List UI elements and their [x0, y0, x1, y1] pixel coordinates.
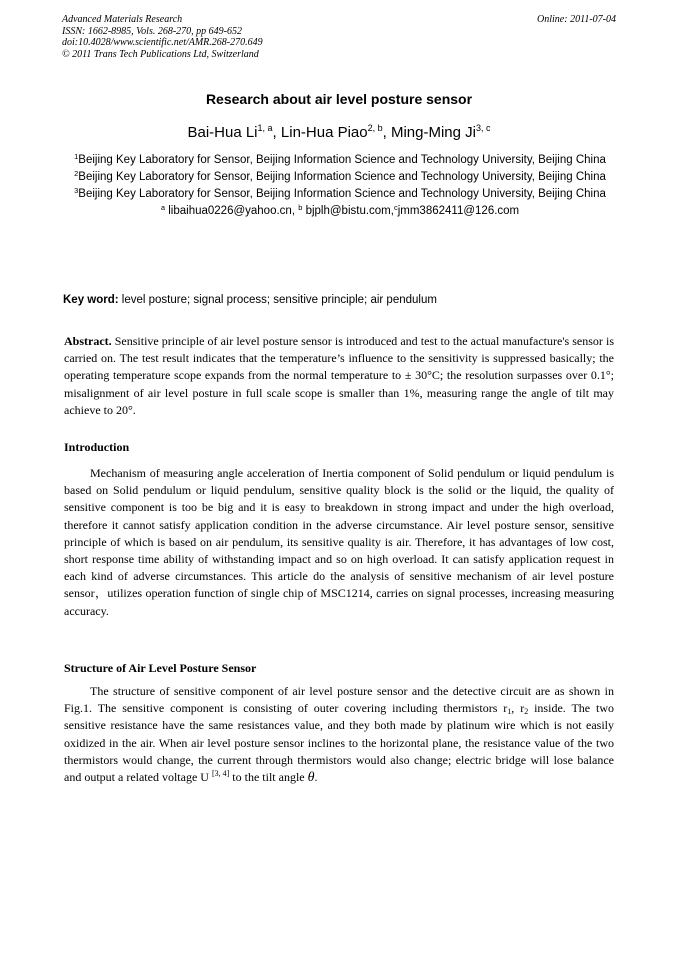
affiliation-text: Beijing Key Laboratory for Sensor, Beijing Information Science and Technology University, Beijing China — [78, 188, 606, 200]
theta-symbol: θ — [307, 770, 315, 786]
keyword-label: Key word: — [63, 294, 119, 306]
journal-header — [62, 14, 616, 60]
affiliation-text: Beijing Key Laboratory for Sensor, Beijing Information Science and Technology University, Beijing China — [78, 154, 606, 166]
author-sup: 3, c — [476, 123, 491, 133]
email-line: $^a$ libaihua0226@yahoo.cn, $^b$ bjplh@bistu.com,$^c$jmm3862411@126.com — [160, 203, 520, 217]
affiliation — [70, 152, 610, 169]
affiliation-sup: 2 — [74, 169, 79, 178]
citation: [3, 4] — [211, 769, 230, 779]
author-name: Bai-Hua Li — [187, 124, 258, 141]
affiliation-sup: 1 — [74, 152, 79, 161]
structure-text: . — [314, 770, 318, 785]
author-name: Lin-Hua Piao — [280, 124, 368, 141]
journal-name: Advanced Materials Research — [62, 14, 183, 25]
online-date: Online: 2011-07-04 — [537, 14, 616, 25]
abstract-text: Sensitive principle of air level posture sensor is introduced and test to the actual manufacture's sensor is carried on. The test result indicates that the temperature’s influence to the sensitivity is suppressed basically; the operating temperature scope expands from the normal temperature to ± 30°C; the resolution surpasses over 0.1°; misalignment of air level posture in full scale scope is smaller than 1%, measuring range the angle of tilt may achieve to 20°. — [64, 334, 614, 417]
email-sup: a — [160, 203, 166, 212]
structure-text: to the tilt angle — [229, 770, 308, 785]
abstract-label: Abstract. — [64, 334, 112, 348]
abstract — [64, 333, 614, 419]
structure-text: inside. The two sensitive resistance have the same resistances value, and they both made by platinum wire which is not easily oxidized in the air. When air level posture sensor inclines to the horizontal plane, the resistance value of the two thermistors would change, the current through thermistors would also change; electric bridge will lose balance and output a related voltage U — [64, 701, 615, 785]
email-address[interactable]: libaihua0226@yahoo.cn — [168, 205, 292, 217]
affiliation-list — [70, 152, 610, 220]
structure-text: , r — [511, 701, 525, 716]
structure-paragraph — [64, 683, 614, 786]
section-heading-structure: Structure of Air Level Posture Sensor — [64, 661, 257, 675]
paper-title: Research about air level posture sensor — [205, 91, 473, 107]
email-sup: c — [393, 203, 398, 212]
email-address[interactable]: jmm3862411@126.com — [397, 205, 520, 217]
email-sup: b — [298, 203, 303, 212]
affiliation-sup: 3 — [74, 186, 79, 195]
author-name: Ming-Ming Ji — [390, 124, 476, 141]
doi-line: doi:10.4028/www.scientific.net/AMR.268-270.649 — [62, 37, 263, 48]
affiliation — [70, 169, 610, 186]
section-heading-introduction: Introduction — [64, 440, 130, 454]
author-sup: 1, a — [257, 123, 273, 133]
issn-line: ISSN: 1662-8985, Vols. 268-270, pp 649-652 — [62, 25, 242, 37]
affiliation — [70, 186, 610, 203]
affiliation-text: Beijing Key Laboratory for Sensor, Beijing Information Science and Technology University, Beijing China — [78, 171, 606, 183]
keywords — [63, 294, 623, 306]
email-address[interactable]: bjplh@bistu.com — [305, 205, 391, 217]
structure-text: The structure of sensitive component of air level posture sensor and the detective circuit are as shown in Fig.1. The sensitive component is consisting of outer covering including thermistors r — [64, 684, 614, 716]
keyword-text: level posture; signal process; sensitive principle; air pendulum — [121, 294, 437, 306]
subscript: 1 — [507, 707, 512, 717]
author-sup: 2, b — [367, 123, 383, 133]
subscript: 2 — [524, 707, 529, 717]
introduction-paragraph: Mechanism of measuring angle acceleration of Inertia component of Solid pendulum or liquid pendulum is based on Solid pendulum or liquid pendulum, sensitive quality block is the solid or the liquid, the quality of sensitive component is too be big and it is easy to breakdown in strong impact and under the high overload, therefore it cannot satisfy application condition in the adverse circumstance. Air level posture sensor, sensitive principle of which is based on air pendulum, its sensitive quality is air. Therefore, it has advantages of low cost, short response time ability of withstanding impact and so on high overload. It can satisfy application request in each kind of adverse circumstances. This article do the analysis of sensitive mechanism of air level posture sensor，utilizes operation function of single chip of MSC1214, carries on signal processes, increasing measuring accuracy. — [64, 466, 614, 618]
author-list: Bai-Hua Li$^{1, a}$, Lin-Hua Piao$^{2, b}$, Ming-Ming Ji$^{3, c}$ — [187, 123, 491, 141]
copyright-line: © 2011 Trans Tech Publications Ltd, Switzerland — [62, 48, 259, 60]
